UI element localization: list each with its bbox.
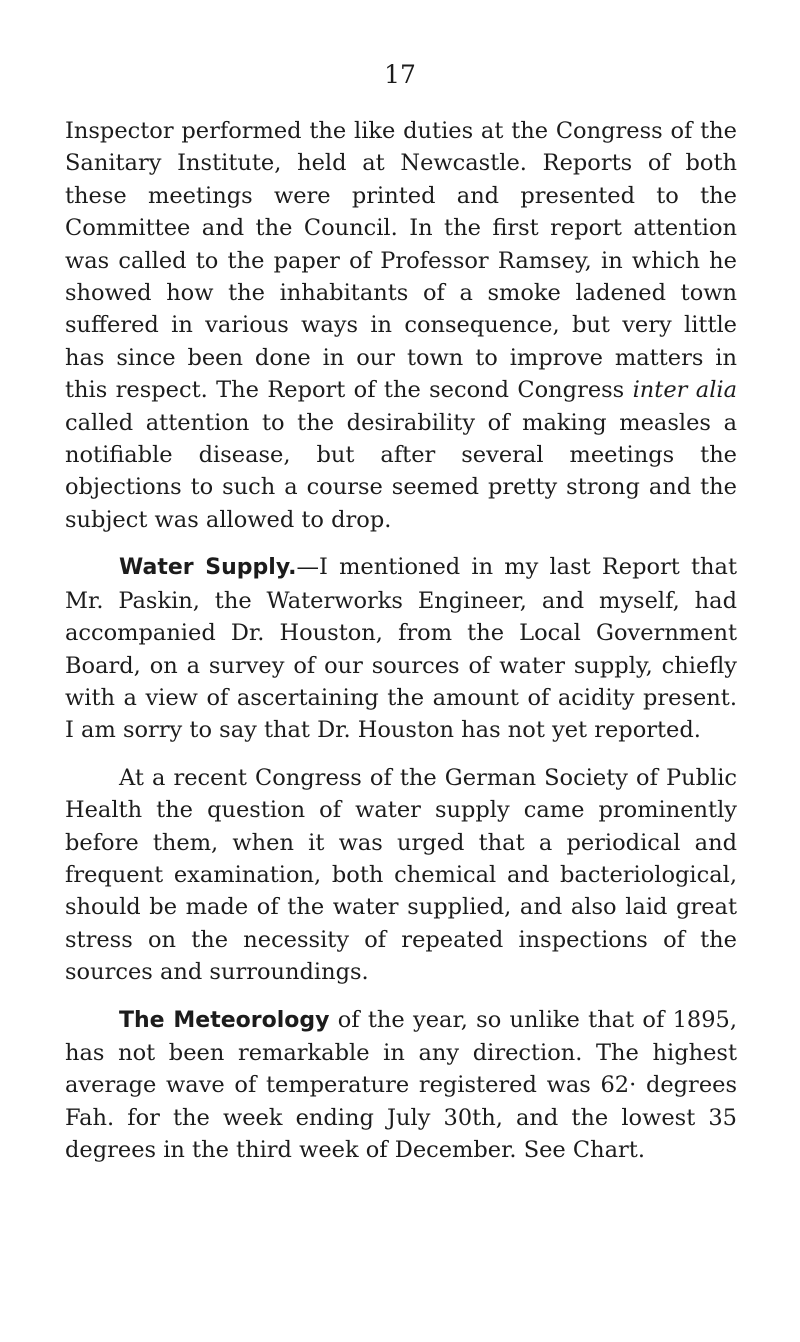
section-heading-meteorology: The Meteorology [119, 1007, 330, 1033]
paragraph-text: —I mentioned in my last Report that Mr. Paskin, the Waterworks Engineer, and myself, had accompanied Dr. Houston, from the Local Government Board, on a survey of our sources of water supply, chiefly with a view of ascertaining the amount of acidity present. I am sorry to say that Dr. Houston has not yet reported. [65, 554, 737, 744]
paragraph-text: At a recent Congress of the German Society of Public Health the question of water supply came prominently before them, when it was urged that a periodical and frequent examination, both chemical and bacteriological, should be made of the water supplied, and also laid great stress on the necessity of repeated inspections of the sources and surroundings. [65, 764, 737, 986]
paragraph-congress-reports [65, 115, 737, 536]
page-number: 17 [384, 60, 416, 89]
italic-phrase: inter alia [632, 377, 737, 404]
body-text [65, 115, 737, 1182]
paragraph-water-supply [65, 551, 737, 746]
paragraph-text: of the year, so unlike that of 1895, has not been remarkable in any direction. The highest average wave of temperature registered was 62· degrees Fah. for the week ending July 30th, and the lowest 35 degrees in the third week of December. See Chart. [65, 1006, 737, 1164]
paragraph-text: Inspector performed the like duties at the Congress of the Sanitary Institute, held at Newcastle. Reports of both these meetings were printed and presented to the Committee and the Council. In the first report attention was called to the paper of Professor Ramsey, in which he showed how the inhabitants of a smoke ladened town suffered in various ways in consequence, but very little has since been done in our town to improve matters in this respect. The Report of the second Congress [65, 118, 737, 404]
paragraph-text: called attention to the desirability of making measles a notifiable disease, but after several meetings the objections to such a course seemed pretty strong and the subject was allowed to drop. [65, 409, 737, 533]
paragraph-meteorology [65, 1004, 737, 1167]
paragraph-german-society [65, 762, 737, 989]
section-heading-water-supply: Water Supply. [119, 555, 297, 581]
